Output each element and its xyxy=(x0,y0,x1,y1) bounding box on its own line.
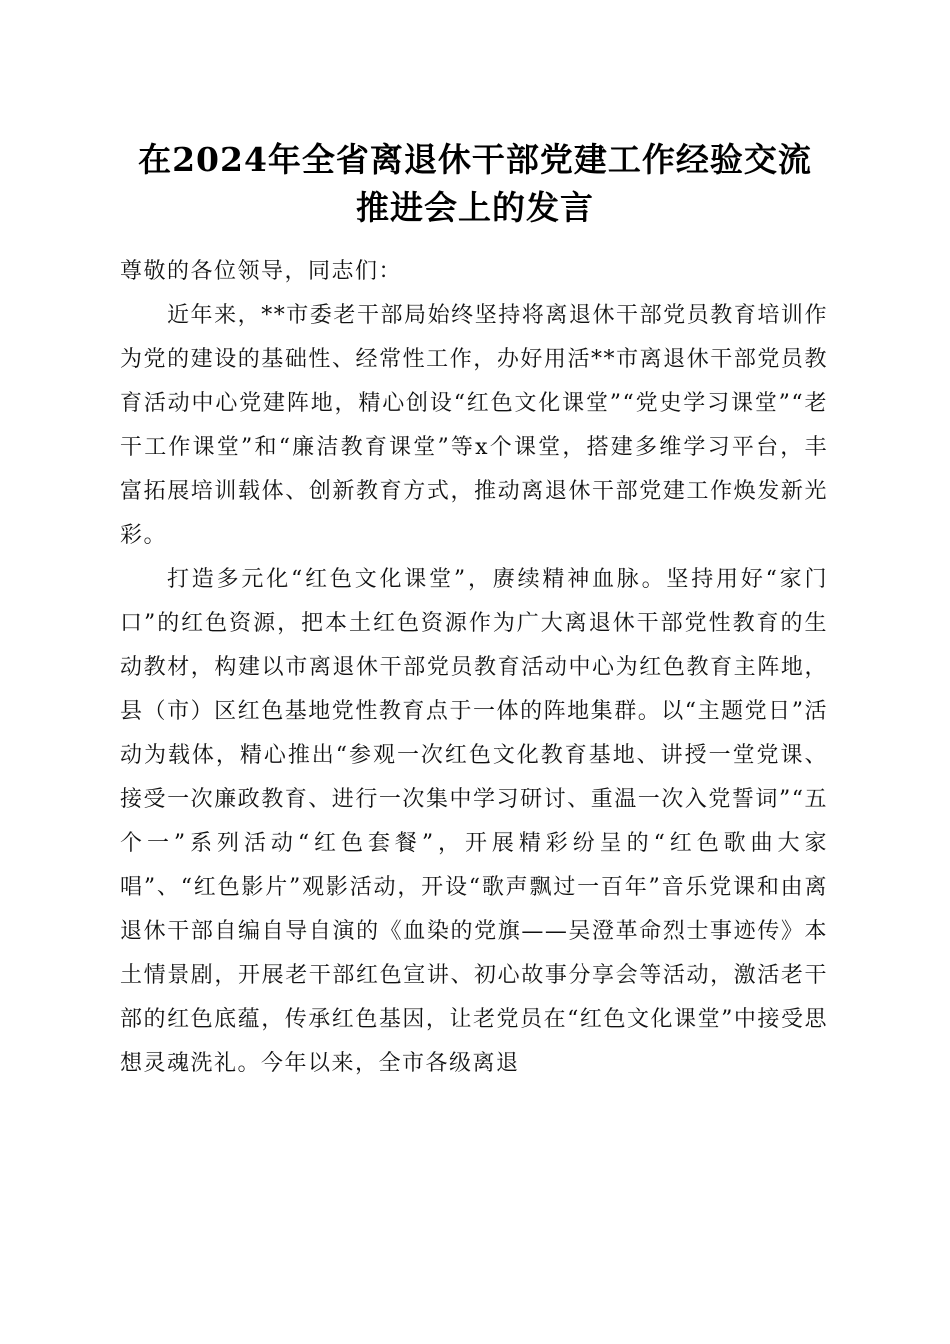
paragraph-red-culture-classroom: 打造多元化“红色文化课堂”，赓续精神血脉。坚持用好“家门口”的红色资源，把本土红色资源作为广大离退休干部党性教育的生动教材，构建以市离退休干部党员教育活动中心为红色教育主阵地，县（市）区红色基地党性教育点于一体的阵地集群。以“主题党日”活动为载体，精心推出“参观一次红色文化教育基地、讲授一堂党课、接受一次廉政教育、进行一次集中学习研讨、重温一次入党誓词”“五个一”系列活动“红色套餐”，开展精彩纷呈的“红色歌曲大家唱”、“红色影片”观影活动，开设“歌声飘过一百年”音乐党课和由离退休干部自编自导自演的《血染的党旗——吴澄革命烈士事迹传》本土情景剧，开展老干部红色宣讲、初心故事分享会等活动，激活老干部的红色底蕴，传承红色基因，让老党员在“红色文化课堂”中接受思想灵魂洗礼。今年以来，全市各级离退 xyxy=(120,567,828,1076)
document-title-line-1: 在2024年全省离退休干部党建工作经验交流 xyxy=(138,140,812,179)
salutation: 尊敬的各位领导，同志们： xyxy=(120,259,403,284)
document-body xyxy=(120,250,828,1086)
document-title-line-2: 推进会上的发言 xyxy=(356,188,594,227)
paragraph-intro: 近年来，**市委老干部局始终坚持将离退休干部党员教育培训作为党的建设的基础性、经常性工作，办好用活**市离退休干部党员教育活动中心党建阵地，精心创设“红色文化课堂”“党史学习课堂”“老干工作课堂”和“廉洁教育课堂”等x个课堂，搭建多维学习平台，丰富拓展培训载体、创新教育方式，推动离退休干部党建工作焕发新光彩。 xyxy=(120,303,828,548)
